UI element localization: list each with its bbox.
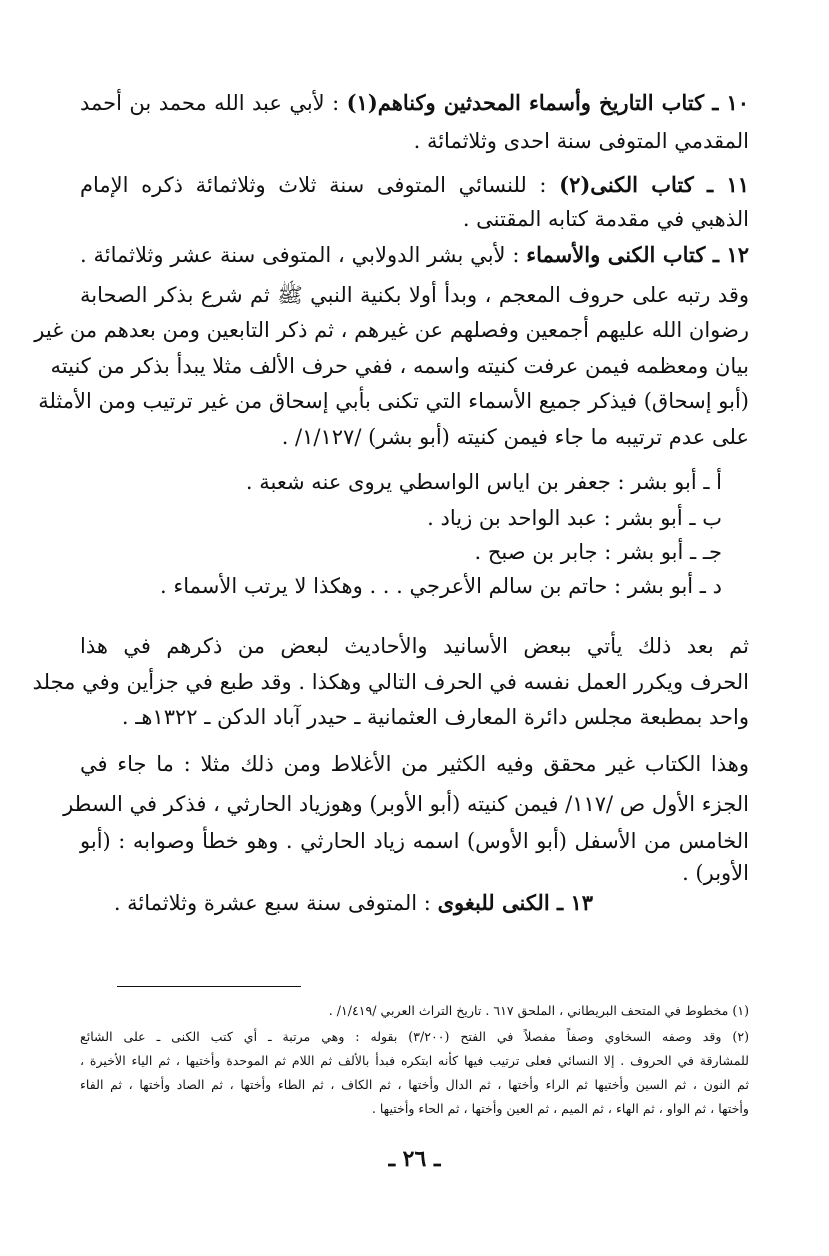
line-19: الجزء الأول ص /١١٧/ فيمن كنيته (أبو الأوبر) وهوزياد الحارثي ، فذكر في السطر (63, 792, 749, 816)
line-8: بيان ومعظمه فيمن عرفت كنيته واسمه ، ففي حرف الألف مثلا يبدأ بذكر من كنيته (50, 354, 749, 378)
footnote-separator (117, 986, 301, 987)
line-entry-11 (80, 167, 749, 203)
line-2: المقدمي المتوفى سنة احدى وثلاثمائة . (413, 129, 749, 153)
line-entry-12 (80, 237, 749, 273)
page-number: ـ ٢٦ ـ (388, 1146, 441, 1172)
line-20: الخامس من الأسفل (أبو الأوس) اسمه زياد الحارثي . وهو خطأ وصوابه : (أبو (80, 829, 749, 853)
line-entry-13 (114, 885, 593, 921)
list-item-d: د ـ أبو بشر : حاتم بن سالم الأعرجي . . . وهكذا لا يرتب الأسماء . (160, 574, 722, 598)
line-15: ثم بعد ذلك يأتي ببعض الأسانيد والأحاديث لبعض من ذكرهم في هذا (80, 634, 749, 658)
list-item-c: جـ ـ أبو بشر : جابر بن صبح . (474, 540, 722, 564)
line-21: الأوبر) . (682, 861, 749, 885)
line-6: وقد رتبه على حروف المعجم ، وبدأ أولا بكنية النبي ﷺ ثم شرع بذكر الصحابة (80, 283, 749, 307)
entry-12-title: ١٢ ـ كتاب الكنى والأسماء (526, 242, 750, 267)
footnote-2-line-3: ثم النون ، ثم السين وأختيها ثم الراء وأختها ، ثم الدال وأختها ، ثم الكاف ، ثم الطاء وأختها ، ثم الصاد وأختها ، ثم الفاء (80, 1077, 749, 1092)
line-18: وهذا الكتاب غير محقق وفيه الكثير من الأغلاط ومن ذلك مثلا : ما جاء في (80, 752, 749, 776)
list-item-b: ب ـ أبو بشر : عبد الواحد بن زياد . (427, 506, 722, 530)
entry-10-title: ١٠ ـ كتاب التاريخ وأسماء المحدثين وكناهم(١) (346, 90, 749, 115)
line-17: واحد بمطبعة مجلس دائرة المعارف العثمانية ـ حيدر آباد الدكن ـ ١٣٢٢هـ . (121, 705, 749, 729)
list-item-a: أ ـ أبو بشر : جعفر بن اياس الواسطي يروى عنه شعبة . (245, 470, 722, 494)
entry-12-text: : لأبي بشر الدولابي ، المتوفى سنة عشر وثلاثمائة . (80, 243, 527, 267)
entry-13-title: ١٣ ـ الكنى للبغوى (437, 890, 593, 915)
footnote-1: (١) مخطوط في المتحف البريطاني ، الملحق ٦١٧ . تاريخ التراث العربي /١/٤١٩/ . (328, 1003, 749, 1018)
footnote-2-line-2: للمشارقة في الحروف . إلا النسائي فعلى ترتيب فيها كأنه ابتكره فبدأ بالألف ثم اللام ثم الموحدة وأختيها ، ثم الياء الأخيرة ، (80, 1053, 749, 1068)
line-16: الحرف ويكرر العمل نفسه في الحرف التالي وهكذا . وقد طبع في جزأين وفي مجلد (32, 670, 749, 694)
entry-11-text: : للنسائي المتوفى سنة ثلاث وثلاثمائة ذكره الإمام (80, 173, 560, 197)
entry-13-text: : المتوفى سنة سبع عشرة وثلاثمائة . (113, 891, 438, 915)
line-7: رضوان الله عليهم أجمعين وفصلهم عن غيرهم ، ثم ذكر التابعين ومن بعدهم من غير (34, 318, 749, 342)
footnote-2: (٢) وقد وصفه السخاوي وصفاً مفصلاً في الفتح (٣/٢٠٠) بقوله : وهي مرتبة ـ أي كتب الكنى ـ على الشائع (80, 1029, 749, 1044)
line-4: الذهبي في مقدمة كتابه المقتنى . (462, 207, 749, 231)
entry-11-title: ١١ ـ كتاب الكنى(٢) (559, 172, 750, 197)
line-9: (أبو إسحاق) فيذكر جميع الأسماء التي تكنى بأبي إسحاق من غير ترتيب ومن الأمثلة (38, 389, 749, 413)
entry-10-text: : لأبي عبد الله محمد بن أحمد (80, 91, 347, 115)
line-10: على عدم ترتيبه ما جاء فيمن كنيته (أبو بشر) /١/١٢٧/ . (281, 425, 749, 449)
line-entry-10 (80, 85, 749, 121)
footnote-2-line-4: وأختها ، ثم الواو ، ثم الهاء ، ثم الميم ، ثم العين وأختها ، ثم الحاء وأختيها . (371, 1101, 749, 1116)
